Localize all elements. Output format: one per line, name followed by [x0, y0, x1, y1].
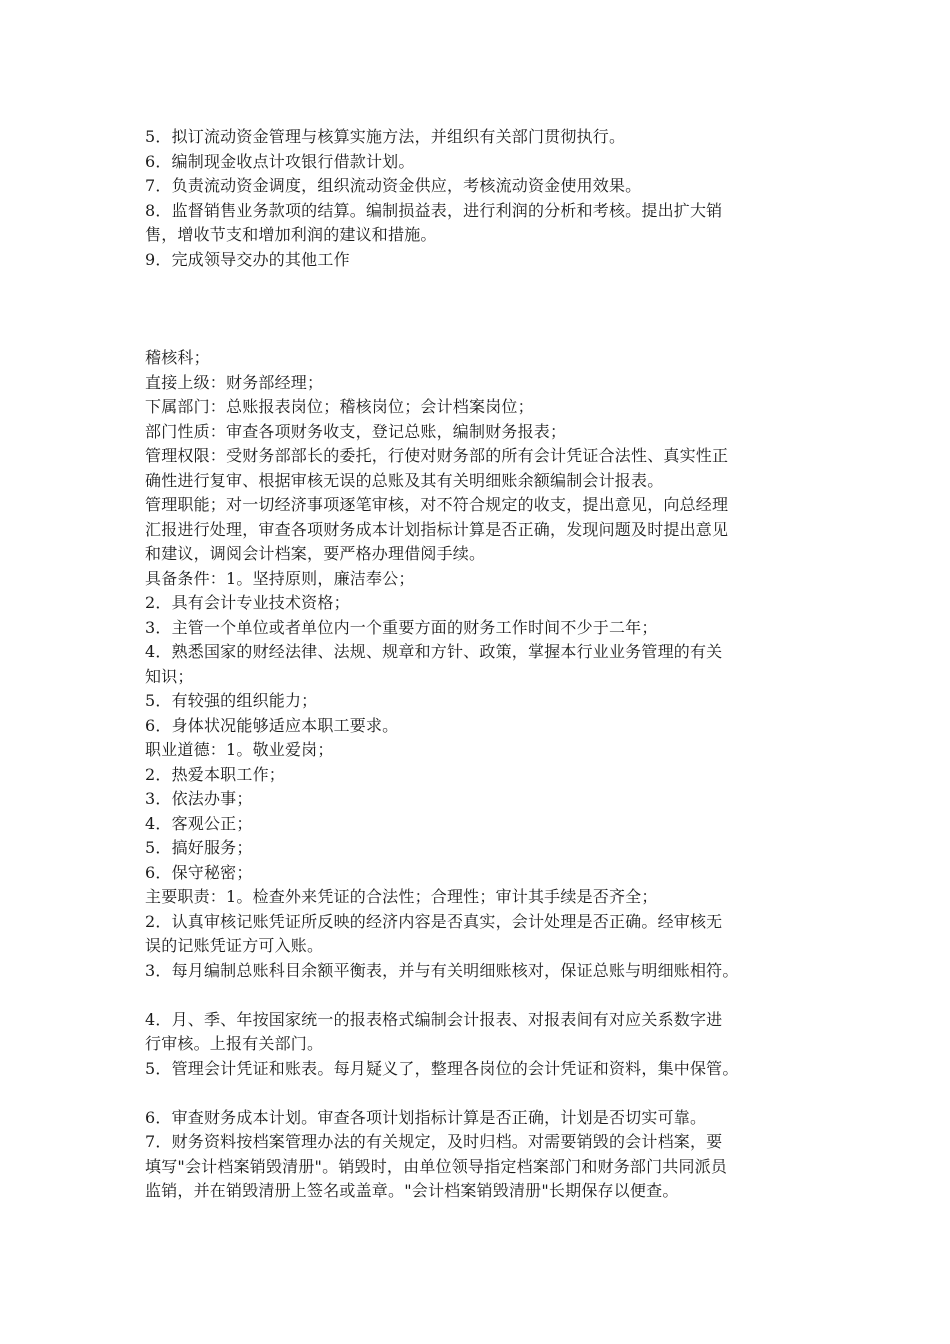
paragraph-line: 直接上级：财务部经理； — [145, 372, 324, 392]
paragraph-line: 填写"会计档案销毁清册"。销毁时，由单位领导指定档案部门和财务部门共同派员 — [145, 1156, 728, 1176]
paragraph-line: 下属部门：总账报表岗位；稽核岗位；会计档案岗位； — [145, 397, 534, 416]
document-body — [145, 125, 825, 1204]
paragraph-line: 4．客观公正； — [145, 813, 253, 833]
section-duties-continued-a — [145, 1008, 825, 1082]
paragraph-line: 6．身体状况能够适应本职工要求。 — [145, 715, 399, 735]
paragraph-line: 职业道德：1。敬业爱岗； — [145, 740, 334, 759]
paragraph-line: 2．认真审核记账凭证所反映的经济内容是否真实，会计处理是否正确。经审核无 — [145, 911, 723, 931]
paragraph-line: 6．审查财务成本计划。审查各项计划指标计算是否正确，计划是否切实可靠。 — [145, 1107, 707, 1127]
spacer — [145, 983, 825, 1008]
paragraph-line: 误的记账凭证方可入账。 — [145, 936, 324, 955]
paragraph-line: 6．保守秘密； — [145, 862, 253, 882]
paragraph-line: 5．拟订流动资金管理与核算实施方法，并组织有关部门贯彻执行。 — [145, 127, 626, 146]
paragraph-line: 2．热爱本职工作； — [145, 764, 285, 784]
paragraph-line: 汇报进行处理，审查各项财务成本计划指标计算是否正确，发现问题及时提出意见 — [145, 519, 729, 539]
paragraph-line: 5．管理会计凭证和账表。每月疑义了，整理各岗位的会计凭证和资料，集中保管。 — [145, 1058, 739, 1078]
paragraph-line: 5．有较强的组织能力； — [145, 691, 318, 710]
paragraph-line: 3．主管一个单位或者单位内一个重要方面的财务工作时间不少于二年； — [145, 617, 658, 637]
paragraph-line: 7．财务资料按档案管理办法的有关规定，及时归档。对需要销毁的会计档案，要 — [145, 1132, 723, 1151]
paragraph-line: 管理权限：受财务部部长的委托，行使对财务部的所有会计凭证合法性、真实性正 — [145, 446, 729, 465]
paragraph-line: 3．每月编制总账科目余额平衡表，并与有关明细账核对，保证总账与明细账相符。 — [145, 960, 739, 980]
paragraph-line: 9．完成领导交办的其他工作 — [145, 249, 350, 269]
spacer — [145, 1081, 825, 1106]
paragraph-line: 管理职能；对一切经济事项逐笔审核，对不符合规定的收支，提出意见，向总经理 — [145, 495, 729, 514]
spacer — [145, 272, 825, 346]
section-duties-continued-b — [145, 1106, 825, 1204]
paragraph-line: 售，增收节支和增加利润的建议和措施。 — [145, 225, 437, 244]
paragraph-line: 知识； — [145, 666, 194, 686]
paragraph-line: 3．依法办事； — [145, 789, 253, 808]
paragraph-line: 部门性质：审查各项财务收支，登记总账，编制财务报表； — [145, 421, 567, 441]
paragraph-line: 和建议，调阅会计档案，要严格办理借阅手续。 — [145, 544, 486, 563]
paragraph-line: 4．月、季、年按国家统一的报表格式编制会计报表、对报表间有对应关系数字进 — [145, 1009, 723, 1029]
paragraph-line: 4．熟悉国家的财经法律、法规、规章和方针、政策，掌握本行业业务管理的有关 — [145, 642, 723, 661]
paragraph-line: 2．具有会计专业技术资格； — [145, 593, 350, 612]
paragraph-line: 具备条件：1。坚持原则，廉洁奉公； — [145, 568, 415, 588]
paragraph-line: 行审核。上报有关部门。 — [145, 1034, 324, 1053]
section-top — [145, 125, 825, 272]
section-heading: 稽核科； — [145, 348, 210, 367]
section-audit-department — [145, 346, 825, 983]
paragraph-line: 监销，并在销毁清册上签名或盖章。"会计档案销毁清册"长期保存以便查。 — [145, 1181, 679, 1200]
paragraph-line: 6．编制现金收点计攻银行借款计划。 — [145, 151, 415, 171]
paragraph-line: 确性进行复审、根据审核无误的总账及其有关明细账余额编制会计报表。 — [145, 470, 664, 490]
paragraph-line: 5．搞好服务； — [145, 838, 253, 857]
paragraph-line: 主要职责：1。检查外来凭证的合法性；合理性；审计其手续是否齐全； — [145, 887, 658, 906]
paragraph-line: 7．负责流动资金调度，组织流动资金供应，考核流动资金使用效果。 — [145, 176, 642, 195]
paragraph-line: 8．监督销售业务款项的结算。编制损益表，进行利润的分析和考核。提出扩大销 — [145, 200, 723, 220]
